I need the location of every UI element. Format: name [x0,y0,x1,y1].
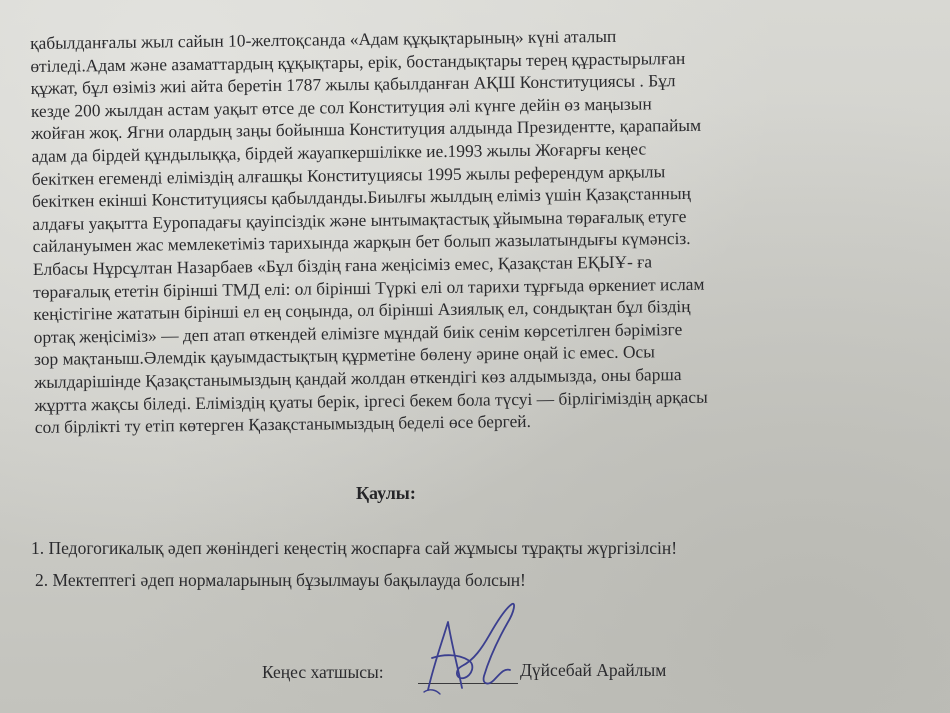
decision-item-2: 2. Мектептегі әдеп нормаларының бұзылмауы бақылауда болсын! [35,570,526,590]
paragraph-line: бекіткен екінші Конституциясы қабылданды.Биылғы жылдың еліміз үшін Қазақстанның [31,183,691,212]
paragraph-line: Елбасы Нұрсұлтан Назарбаев «Бұл біздің ғана жеңісіміз емес, Қазақстан ЕҚЫҰ- ға [32,251,653,279]
paragraph-line: кезде 200 жылдан астам уақыт өтсе де сол Конституция әлі күнге дейін өз маңызын [30,93,652,121]
secretary-name: Дүйсебай Арайлым [520,660,667,680]
paragraph-line: өтіледі.Адам және азаматтардың құқықтары, ерік, бостандықтары терең құрастырылған [30,47,686,76]
paragraph-line: бекіткен егеменді еліміздің алғашқы Конституциясы 1995 жылы референдум арқылы [31,160,666,189]
body-paragraph [30,21,935,439]
paragraph-line: жылдарішінде Қазақстанымыздың қандай жолдан өткендігі көз алдымызда, оны барша [34,363,682,392]
paragraph-line: қабылданғалы жыл сайын 10-желтоқсанда «Адам құқықтарының» күні аталып [30,25,617,53]
paragraph-line: сайлануымен жас мемлекетіміз тарихында жарқын бет болып жазылатындығы күмәнсіз. [32,228,691,257]
paragraph-line: алдағы уақытта Еуропадағы қауіпсіздік және ынтымақтастық ұйымына төрағалық етуге [32,205,687,234]
decision-item-1: 1. Педогогикалық әдеп жөніндегі кеңестің жоспарға сай жұмысы тұрақты жүргізілсін! [31,538,678,558]
paragraph-line: жұртта жақсы біледі. Еліміздің қуаты берік, іргесі бекем бола түсуі — бірлігіміздің арқасы [34,386,708,415]
paragraph-line: кеңістігіне жататын бірінші ел ең соңында, ол бірінші Азиялық ел, сондықтан бұл біздің [33,296,691,325]
paragraph-line: сол бірлікті ту етіп көтерген Қазақстанымыздың беделі өсе бергей. [34,411,532,438]
secretary-label: Кеңес хатшысы: [262,662,384,682]
paragraph-line: құжат, бұл өзіміз жиі айта беретін 1787 жылы қабылданған АҚШ Конституциясы . Бұл [30,70,676,99]
paragraph-line: адам да бірдей құндылыққа, бірдей жауапкершілікке ие.1993 жылы Жоғарғы кеңес [31,138,647,166]
decision-heading: Қаулы: [356,483,416,503]
handwritten-signature [418,598,530,698]
paragraph-line: жойған жоқ. Ягни олардың заңы бойынша Конституция алдында Президентте, қарапайым [31,115,702,144]
paragraph-line: ортақ жеңісіміз» — деп атап өткендей елімізге мұндай биік сенім көрсетілген бәрімізге [33,318,683,347]
paragraph-line: төрағалық ететін бірінші ТМД елі: ол бірінші Түркі елі ол тарихи тұрғыда өркениет ислам [33,273,705,302]
paragraph-line: зор мақтаныш.Әлемдік қауымдастықтың құрметіне бөлену әрине оңай іс емес. Осы [33,341,655,370]
